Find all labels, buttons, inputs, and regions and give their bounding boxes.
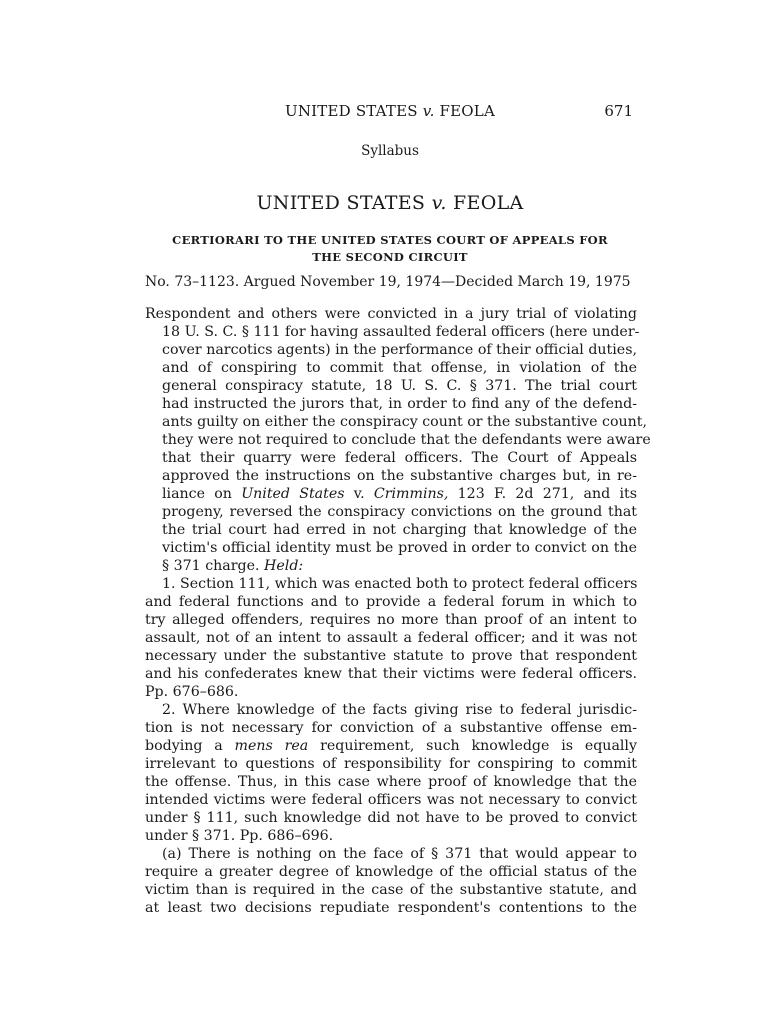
docket-line: No. 73–1123. Argued November 19, 1974—Decided March 19, 1975 [145, 274, 631, 290]
syllabus-line: 2. Where knowledge of the facts giving rise to federal jurisdic- [162, 702, 637, 718]
syllabus-line: progeny, reversed the conspiracy convictions on the ground that [162, 504, 637, 520]
syllabus-line: and federal functions and to provide a federal forum in which to [145, 594, 637, 610]
running-header [145, 102, 635, 124]
syllabus-line: and his confederates knew that their victims were federal officers. [145, 666, 637, 682]
syllabus-line: victim than is required in the case of the substantive statute, and [145, 882, 637, 898]
syllabus-line: § 371 charge. Held: [162, 558, 304, 574]
syllabus-line: try alleged offenders, requires no more than proof of an intent to [145, 612, 637, 628]
syllabus-line: at least two decisions repudiate respondent's contentions to the [145, 900, 637, 916]
syllabus-line: 1. Section 111, which was enacted both to protect federal officers [162, 576, 638, 592]
certiorari-heading [150, 232, 630, 266]
syllabus-line: intended victims were federal officers was not necessary to convict [145, 792, 637, 808]
syllabus-line: under § 371. Pp. 686–696. [145, 828, 334, 844]
certiorari-line-1: CERTIORARI TO THE UNITED STATES COURT OF APPEALS FOR [172, 233, 608, 247]
syllabus-line: liance on United States v. Crimmins, 123 F. 2d 271, and its [162, 486, 637, 502]
syllabus-line: cover narcotics agents) in the performance of their official duties, [162, 342, 637, 358]
syllabus-line: (a) There is nothing on the face of § 371 that would appear to [162, 846, 637, 862]
syllabus-body [145, 305, 651, 917]
syllabus-line: assault, not of an intent to assault a federal officer; and it was not [145, 630, 637, 646]
syllabus-line: they were not required to conclude that the defendants were aware [162, 432, 651, 448]
syllabus-line: the offense. Thus, in this case where proof of knowledge that the [145, 774, 637, 790]
syllabus-line: irrelevant to questions of responsibility for conspiring to commit [145, 756, 637, 772]
section-label: Syllabus [361, 143, 419, 159]
syllabus-line: general conspiracy statute, 18 U. S. C. § 371. The trial court [162, 378, 637, 394]
syllabus-line: had instructed the jurors that, in order to find any of the defend- [162, 396, 637, 412]
certiorari-line-2: THE SECOND CIRCUIT [312, 250, 468, 264]
syllabus-line: tion is not necessary for conviction of a substantive offense em- [145, 720, 637, 736]
syllabus-line: Respondent and others were convicted in a jury trial of violating [145, 306, 637, 322]
syllabus-line: approved the instructions on the substantive charges but, in re- [162, 468, 637, 484]
case-title: UNITED STATES v. FEOLA [256, 192, 524, 214]
syllabus-line: that their quarry were federal officers. The Court of Appeals [162, 450, 637, 466]
syllabus-line: and of conspiring to commit that offense, in violation of the [162, 360, 637, 376]
syllabus-line: bodying a mens rea requirement, such knowledge is equally [145, 738, 637, 754]
syllabus-line: 18 U. S. C. § 111 for having assaulted federal officers (here under- [162, 324, 640, 340]
syllabus-line: victim's official identity must be proved in order to convict on the [162, 540, 637, 556]
syllabus-line: necessary under the substantive statute to prove that respondent [145, 648, 637, 664]
syllabus-line: Pp. 676–686. [145, 684, 239, 700]
syllabus-line: the trial court had erred in not charging that knowledge of the [162, 522, 637, 538]
syllabus-line: require a greater degree of knowledge of the official status of the [145, 864, 637, 880]
page-number: 671 [604, 102, 633, 120]
running-title: UNITED STATES v. FEOLA [284, 102, 495, 120]
syllabus-line: ants guilty on either the conspiracy count or the substantive count, [162, 414, 648, 430]
syllabus-line: under § 111, such knowledge did not have to be proved to convict [145, 810, 637, 826]
